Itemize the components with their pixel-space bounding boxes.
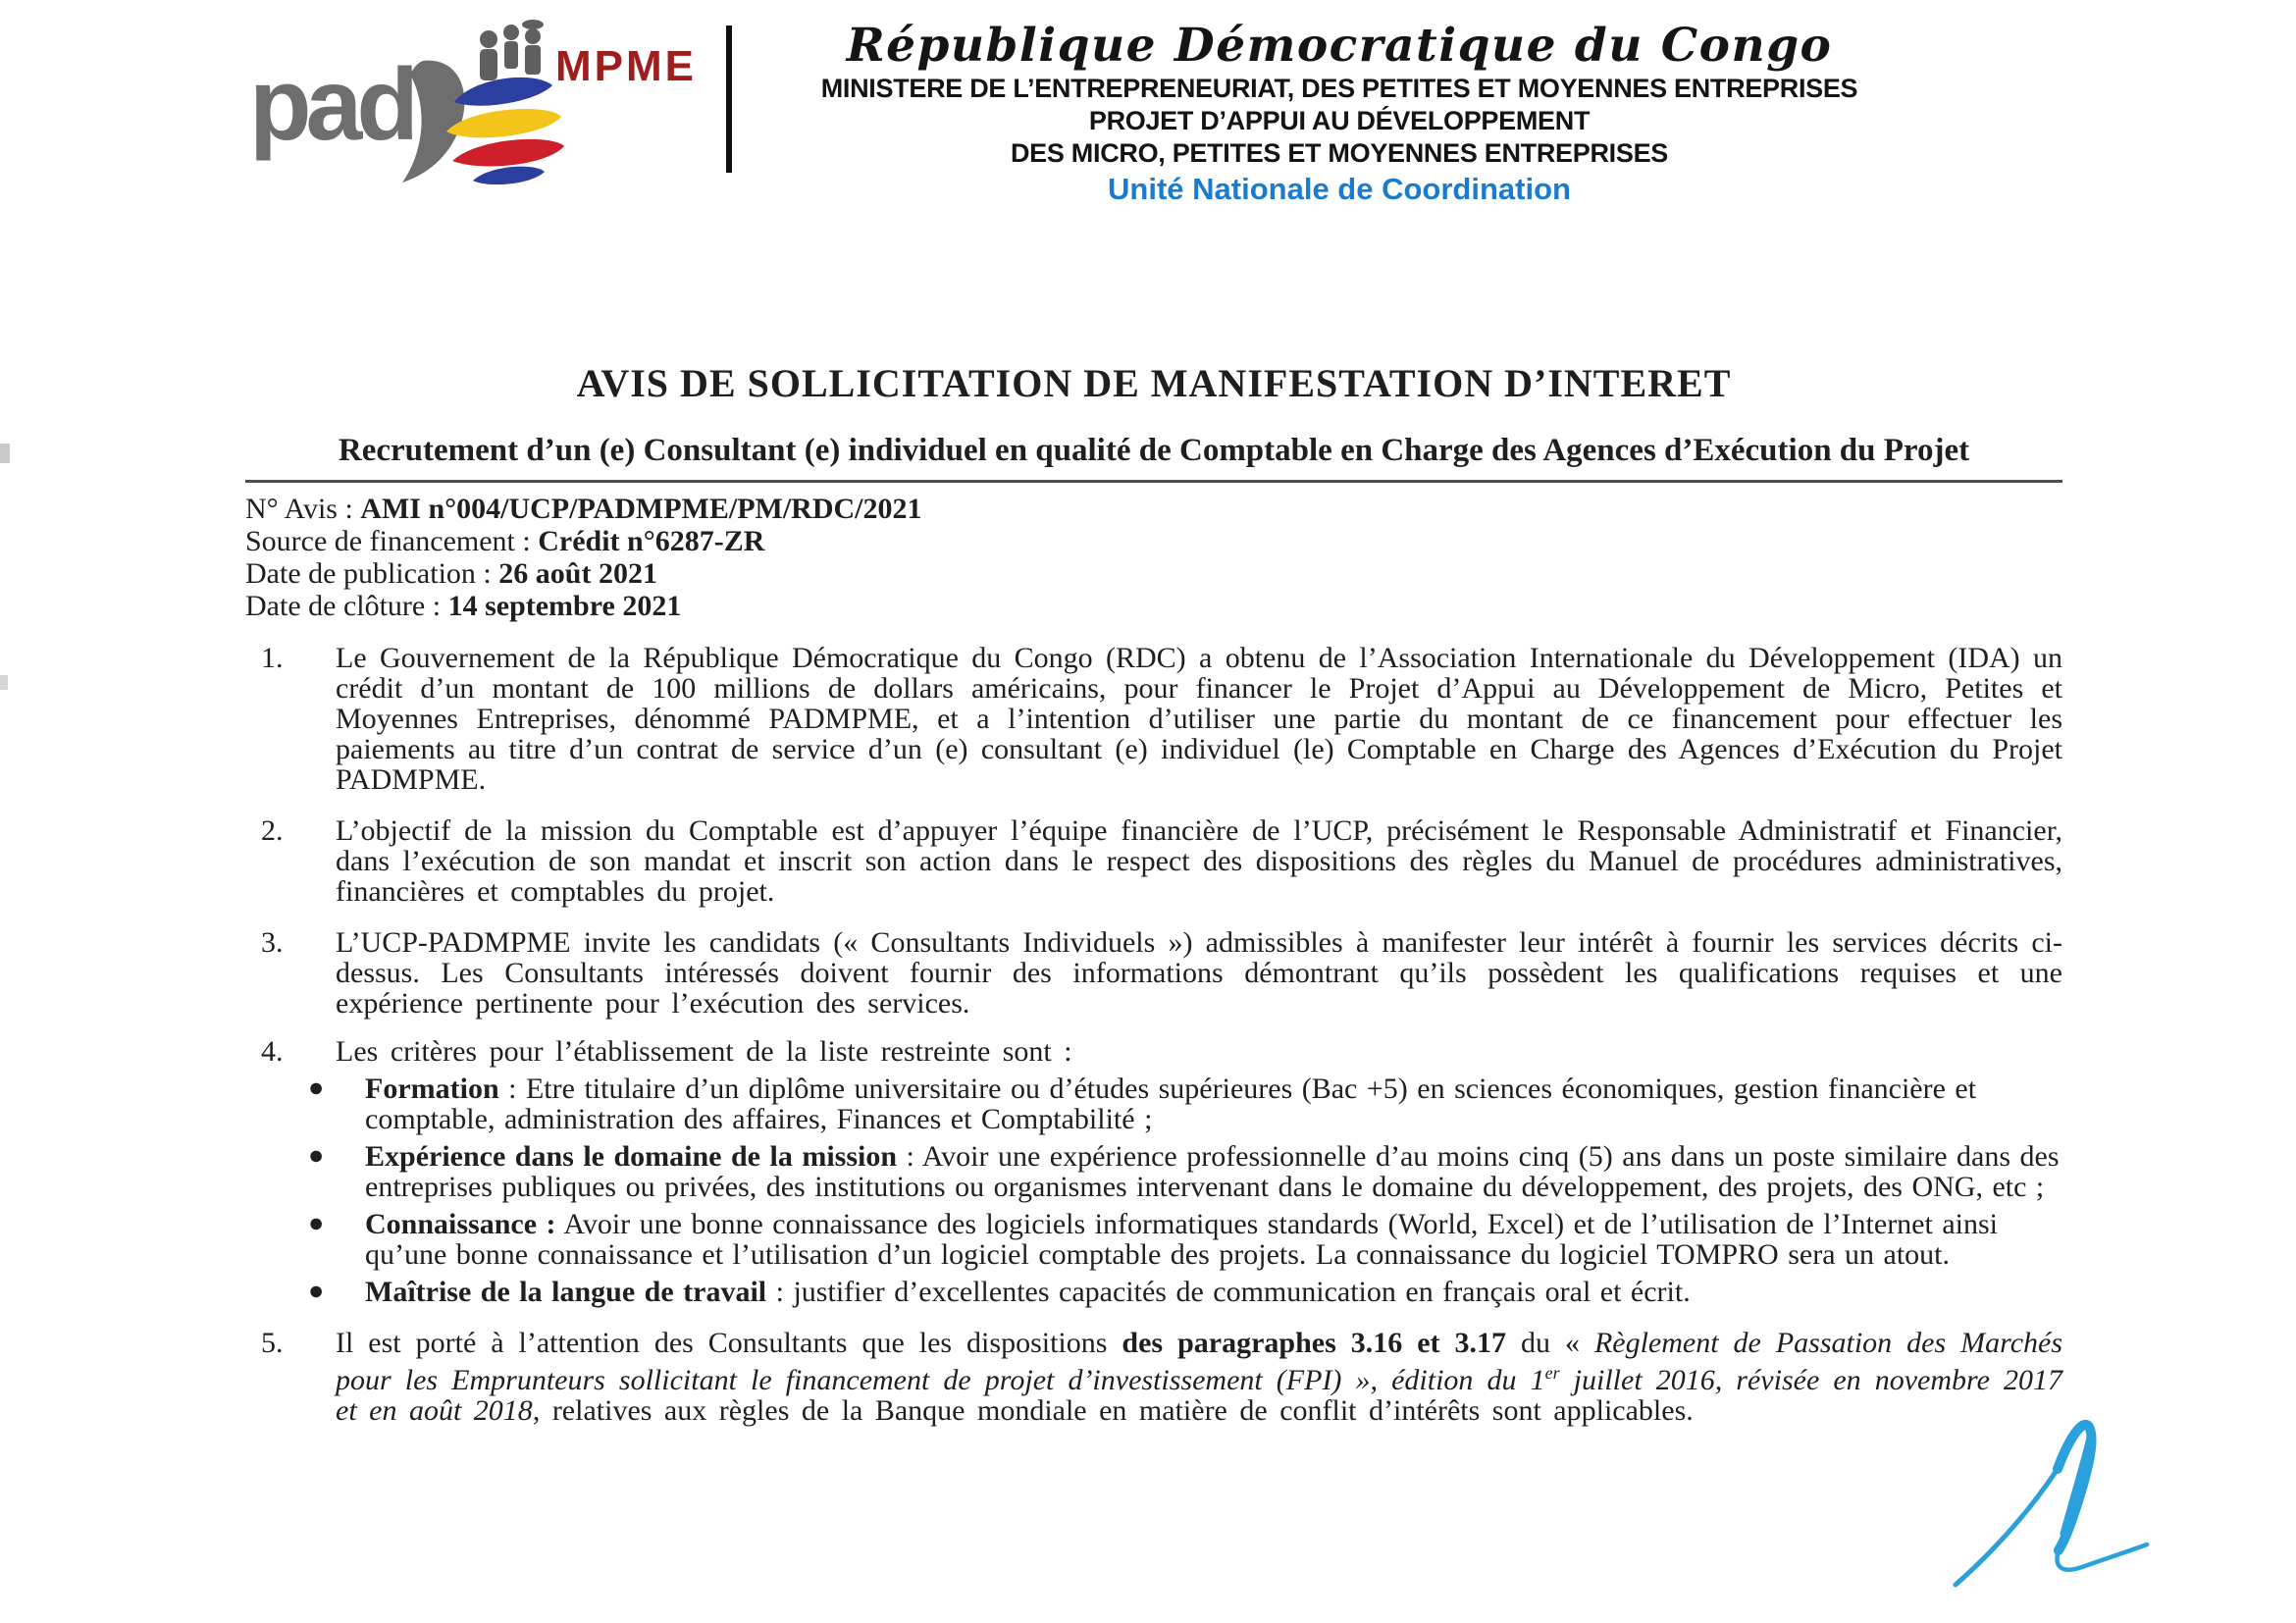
notice-meta <box>245 493 2062 622</box>
logo-mpme-text: MPME <box>555 42 697 90</box>
scan-artifact <box>0 444 10 463</box>
signature-mark <box>1948 1398 2154 1599</box>
document-header <box>253 20 1923 209</box>
bullet-item-langue <box>245 1277 2062 1307</box>
meta-label: Source de financement : <box>245 525 539 557</box>
item-number: 3. <box>261 926 284 959</box>
ministry-line: MINISTERE DE L’ENTREPRENEURIAT, DES PETITES ET MOYENNES ENTREPRISES <box>820 74 1858 103</box>
item-number: 4. <box>261 1035 284 1068</box>
notice-title: AVIS DE SOLLICITATION DE MANIFESTATION D’INTERET <box>576 361 1732 405</box>
meta-value: AMI n°004/UCP/PADMPME/PM/RDC/2021 <box>360 493 922 525</box>
header-text-block <box>756 20 1923 209</box>
signature-icon <box>1948 1398 2154 1595</box>
bullet-term: Expérience dans le domaine de la mission <box>365 1140 898 1173</box>
meta-value: Crédit n°6287-ZR <box>538 525 765 557</box>
item-number: 5. <box>261 1327 284 1359</box>
meta-value: 14 septembre 2021 <box>447 590 682 622</box>
notice-subtitle: Recrutement d’un (e) Consultant (e) individuel en qualité de Comptable en Charge des Agences d’Exécution du Projet <box>338 433 1970 468</box>
logo-people-icon <box>480 20 544 80</box>
padmpme-logo-icon <box>253 20 706 184</box>
meta-value: 26 août 2021 <box>498 557 657 590</box>
item-text-segment: Il est porté à l’attention des Consultants que les dispositions <box>336 1327 1122 1359</box>
project-line-1: PROJET D’APPUI AU DÉVELOPPEMENT <box>1088 106 1591 135</box>
item-text: L’UCP-PADMPME invite les candidats (« Consultants Individuels ») admissibles à manifester leur intérêt à fournir les services décrits ci-dessus. Les Consultants intéressés doivent fournir des informations démontrant qu’ils possèdent les qualifications requises et une expérience pertinente pour l’exécution des services. <box>336 926 2062 1020</box>
header-divider <box>726 26 732 173</box>
item-text-segment: du « <box>1506 1327 1594 1359</box>
bullet-sep: : <box>766 1276 794 1308</box>
meta-row-source <box>245 525 2062 557</box>
item-text-bold-segment: des paragraphes 3.16 et 3.17 <box>1122 1327 1506 1359</box>
bullet-text: justifier d’excellentes capacités de communication en français oral et écrit. <box>793 1276 1691 1308</box>
bullet-text: Avoir une expérience professionnelle d’au moins cinq (5) ans dans un poste similaire dans des entreprises publiques ou privées, des institutions ou organismes intervenant dans le domaine du développement, des projets, des ONG, etc ; <box>365 1140 2060 1203</box>
numbered-item-3 <box>245 927 2062 1019</box>
numbered-item-1 <box>245 643 2062 795</box>
item-text: L’objectif de la mission du Comptable est d’appuyer l’équipe financière de l’UCP, précisément le Responsable Administratif et Financier, dans l’exécution de son mandat et inscrit son action dans le respect des dispositions des règles du Manuel de procédures administratives, financières et comptables du projet. <box>336 814 2062 908</box>
meta-label: Date de publication : <box>245 557 499 590</box>
item-text-segment: , relatives aux règles de la Banque mondiale en matière de conflit d’intérêts sont applicables. <box>532 1394 1694 1427</box>
item-text: Le Gouvernement de la République Démocratique du Congo (RDC) a obtenu de l’Association Internationale du Développement (IDA) un crédit d’un montant de 100 millions de dollars américains, pour financer le Projet d’Appui au Développement de Micro, Petites et Moyennes Entreprises, dénommé PADMPME, et a l’intention d’utiliser une partie du montant de ce financement pour effectuer les paiements au titre d’un contrat de service d’un (e) consultant (e) individuel (le) Comptable en Charge des Agences d’Exécution du Projet PADMPME. <box>336 642 2062 796</box>
bullet-item-formation <box>245 1073 2062 1134</box>
item-text: Les critères pour l’établissement de la liste restreinte sont : <box>336 1035 1072 1068</box>
item-text-superscript: er <box>1544 1363 1560 1383</box>
meta-row-avis <box>245 493 2062 525</box>
item-text-italic-segment: Règlement de Passation des Marchés pour les Emprunteurs sollicitant le financement de projet d’investissement (FPI) », édition du 1 <box>336 1327 2062 1396</box>
logo-globe-icon <box>446 78 564 184</box>
item-number: 1. <box>261 642 284 674</box>
bullet-term: Maîtrise de la langue de travail <box>365 1276 767 1308</box>
item-text-italic-segment: juillet 2016, révisée en novembre 2017 et en août 2018 <box>336 1364 2062 1427</box>
bullet-item-experience <box>245 1141 2062 1202</box>
project-line-2: DES MICRO, PETITES ET MOYENNES ENTREPRISES <box>1010 138 1668 168</box>
bullet-term: Formation <box>365 1073 499 1105</box>
document-body <box>245 361 2062 1426</box>
meta-row-cloture <box>245 590 2062 622</box>
scan-artifact <box>0 675 8 690</box>
bullet-dot-icon: ● <box>308 1208 325 1237</box>
bullet-term: Connaissance : <box>365 1208 556 1240</box>
numbered-item-5 <box>245 1328 2062 1426</box>
bullet-sep: : <box>498 1073 526 1105</box>
numbered-item-2 <box>245 815 2062 907</box>
country-title: République Démocratique du Congo <box>846 19 1833 73</box>
meta-label: N° Avis : <box>245 493 361 525</box>
logo-pad-text: pad <box>253 48 413 162</box>
bullet-item-connaissance <box>245 1209 2062 1270</box>
numbered-item-4 <box>245 1036 2062 1067</box>
subtitle-rule <box>245 480 2062 483</box>
criteria-list <box>245 1073 2062 1307</box>
bullet-dot-icon: ● <box>308 1276 325 1305</box>
bullet-text: Avoir une bonne connaissance des logiciels informatiques standards (World, Excel) et de l’utilisation de l’Internet ainsi qu’une bonne connaissance et l’utilisation d’un logiciel comptable des projets. La connaissance du logiciel TOMPRO sera un atout. <box>365 1208 1998 1271</box>
bullet-text: Etre titulaire d’un diplôme universitaire ou d’études supérieures (Bac +5) en sciences économiques, gestion financière et comptable, administration des affaires, Finances et Comptabilité ; <box>365 1073 1977 1135</box>
bullet-dot-icon: ● <box>308 1073 325 1102</box>
meta-label: Date de clôture : <box>245 590 448 622</box>
meta-row-publication <box>245 557 2062 590</box>
item-number: 2. <box>261 814 284 847</box>
bullet-dot-icon: ● <box>308 1140 325 1170</box>
unit-line: Unité Nationale de Coordination <box>1108 172 1571 206</box>
padmpme-logo <box>253 20 706 184</box>
bullet-sep: : <box>897 1140 922 1173</box>
